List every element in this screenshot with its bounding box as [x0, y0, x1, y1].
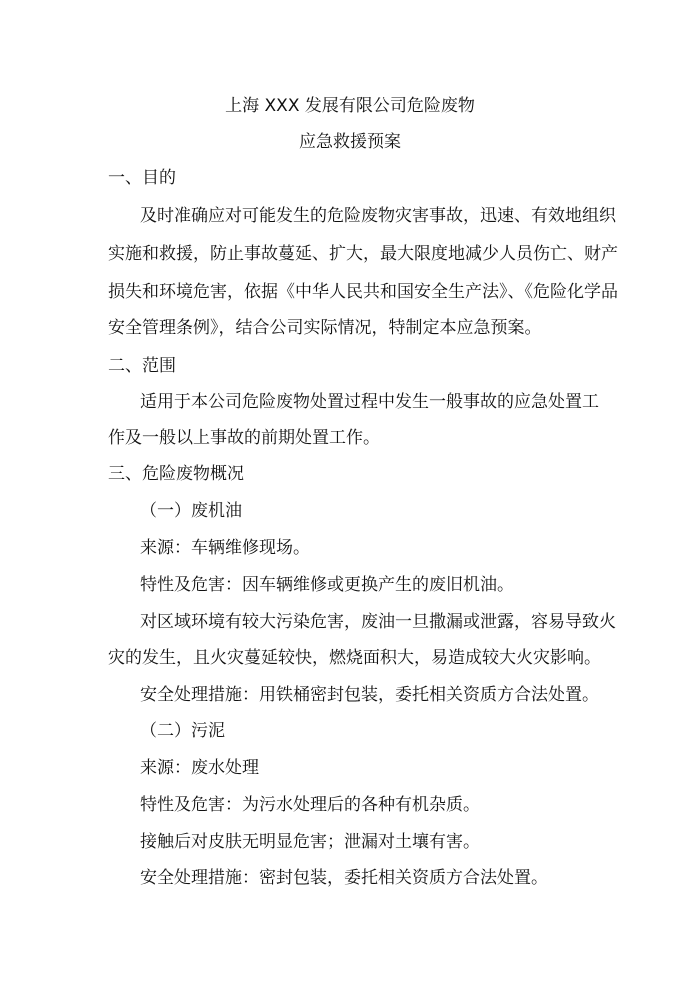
section-heading-overview: 三、危险废物概况 — [108, 464, 244, 484]
sludge-measure: 安全处理措施：密封包装，委托相关资质方合法处置。 — [140, 868, 548, 888]
subsection-heading-waste-oil: （一）废机油 — [140, 501, 242, 521]
subsection-heading-sludge: （二）污泥 — [140, 721, 225, 741]
sludge-contact: 接触后对皮肤无明显危害；泄漏对土壤有害。 — [140, 832, 480, 852]
waste-oil-env-line-1: 对区域环境有较大污染危害，废油一旦撒漏或泄露，容易导致火 — [140, 612, 616, 632]
waste-oil-hazard: 特性及危害：因车辆维修或更换产生的废旧机油。 — [140, 575, 514, 595]
waste-oil-source: 来源：车辆维修现场。 — [140, 538, 310, 558]
purpose-line-2: 实施和救援，防止事故蔓延、扩大，最大限度地减少人员伤亡、财产 — [108, 244, 618, 264]
scope-line-1: 适用于本公司危险废物处置过程中发生一般事故的应急处置工 — [140, 392, 599, 412]
purpose-line-1: 及时准确应对可能发生的危险废物灾害事故，迅速、有效地组织 — [140, 206, 616, 226]
sludge-source: 来源：废水处理 — [140, 758, 259, 778]
purpose-line-4: 安全管理条例》，结合公司实际情况，特制定本应急预案。 — [108, 318, 542, 338]
document-subtitle: 应急救援预案 — [299, 132, 401, 152]
scope-line-2: 作及一般以上事故的前期处置工作。 — [108, 428, 380, 448]
waste-oil-measure: 安全处理措施：用铁桶密封包装，委托相关资质方合法处置。 — [140, 685, 599, 705]
section-heading-purpose: 一、目的 — [108, 168, 176, 188]
document-title: 上海 XXX 发展有限公司危险废物 — [225, 96, 475, 116]
purpose-line-3: 损失和环境危害，依据《中华人民共和国安全生产法》、《危险化学品 — [108, 282, 618, 302]
sludge-hazard: 特性及危害：为污水处理后的各种有机杂质。 — [140, 795, 480, 815]
section-heading-scope: 二、范围 — [108, 356, 176, 376]
waste-oil-env-line-2: 灾的发生，且火灾蔓延较快，燃烧面积大，易造成较大火灾影响。 — [108, 648, 601, 668]
